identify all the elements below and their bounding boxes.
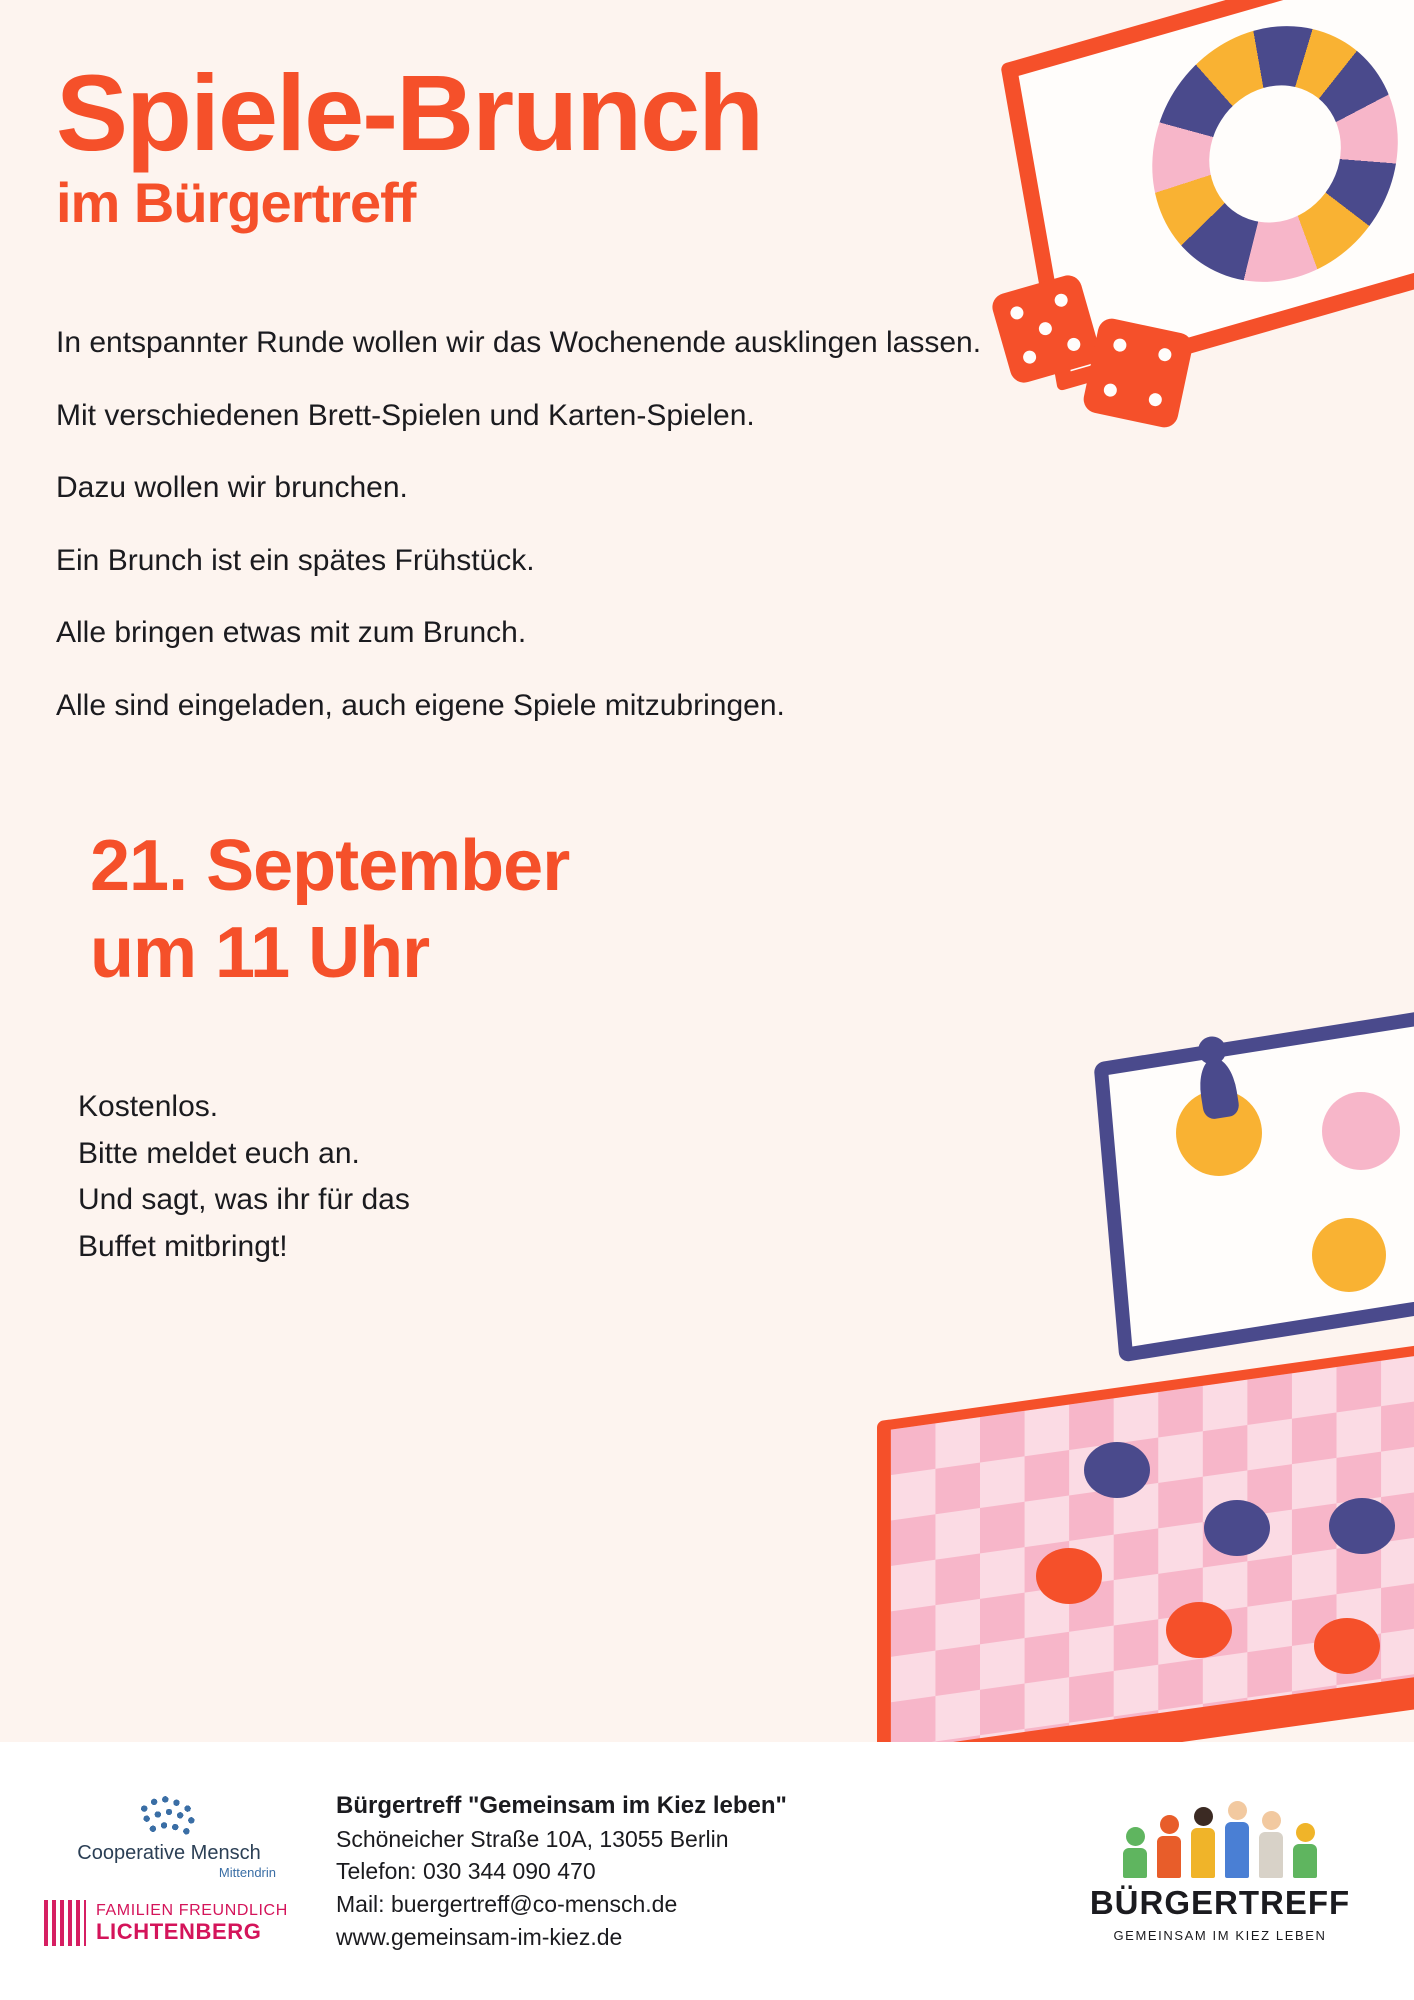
event-date-line2: um 11 Uhr bbox=[90, 913, 430, 994]
note-line: Bitte meldet euch an. bbox=[78, 1136, 360, 1170]
event-date-line1: 21. September bbox=[90, 825, 570, 906]
cooperative-mensch-sub: Mittendrin bbox=[218, 1865, 276, 1880]
description-line: Alle bringen etwas mit zum Brunch. bbox=[56, 616, 527, 650]
description-line: Alle sind eingeladen, auch eigene Spiele mitzubringen. bbox=[56, 688, 785, 722]
cooperative-mensch-name: Cooperative Mensch bbox=[77, 1842, 261, 1864]
buergertreff-name: BÜRGERTREFF bbox=[1089, 1883, 1351, 1921]
contact-phone: Telefon: 030 344 090 470 bbox=[336, 1858, 596, 1885]
description-line: In entspannter Runde wollen wir das Wochenende ausklingen lassen. bbox=[56, 325, 982, 359]
description-block bbox=[56, 319, 1216, 731]
lichtenberg-line1: FAMILIEN FREUNDLICH bbox=[96, 1902, 288, 1920]
contact-block bbox=[314, 1789, 1070, 1954]
description-line: Mit verschiedenen Brett-Spielen und Karten-Spielen. bbox=[56, 398, 755, 432]
cooperative-mensch-logo bbox=[44, 1796, 294, 1880]
contact-address: Schöneicher Straße 10A, 13055 Berlin bbox=[336, 1825, 729, 1852]
description-line: Dazu wollen wir brunchen. bbox=[56, 471, 408, 505]
checkerboard-illustration bbox=[874, 1380, 1414, 1740]
page-subtitle: im Bürgertreff bbox=[56, 171, 416, 235]
contact-website[interactable]: www.gemeinsam-im-kiez.de bbox=[336, 1923, 623, 1950]
description-line: Ein Brunch ist ein spätes Frühstück. bbox=[56, 543, 535, 577]
note-line: Kostenlos. bbox=[78, 1090, 219, 1124]
familienfreundlich-lichtenberg-logo bbox=[44, 1900, 288, 1946]
note-line: Und sagt, was ihr für das bbox=[78, 1183, 410, 1217]
contact-mail[interactable]: Mail: buergertreff@co-mensch.de bbox=[336, 1891, 678, 1918]
note-line: Buffet mitbringt! bbox=[78, 1229, 288, 1263]
footer-logos-left bbox=[44, 1796, 314, 1946]
lichtenberg-mark-icon bbox=[44, 1900, 86, 1946]
contact-org: Bürgertreff "Gemeinsam im Kiez leben" bbox=[336, 1791, 787, 1819]
registration-note bbox=[56, 1084, 1354, 1270]
event-date bbox=[56, 823, 1354, 999]
people-icon bbox=[1120, 1800, 1320, 1878]
buergertreff-tagline: GEMEINSAM IM KIEZ LEBEN bbox=[1113, 1927, 1327, 1943]
page-title: Spiele-Brunch bbox=[56, 52, 763, 173]
buergertreff-logo bbox=[1070, 1800, 1370, 1943]
dots-icon bbox=[138, 1796, 200, 1838]
footer bbox=[0, 1742, 1414, 2000]
lichtenberg-line2: LICHTENBERG bbox=[96, 1918, 262, 1944]
